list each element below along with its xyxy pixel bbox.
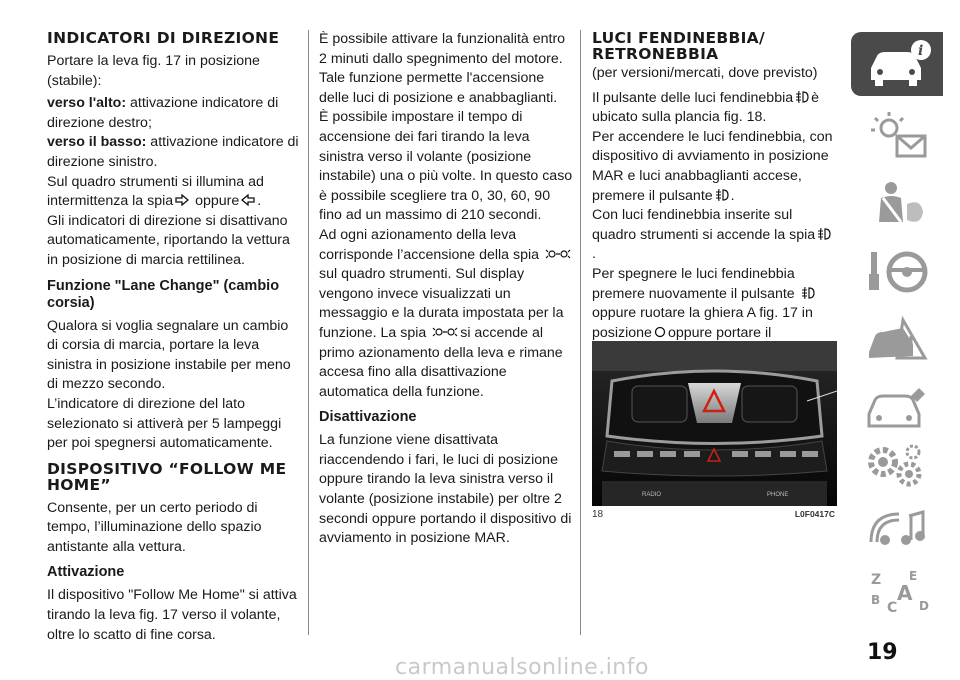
paragraph: Qualora si voglia segnalare un cambio di corsia di marcia, portare la leva sinistra in posizione instabile per meno di mezzo secondo.	[47, 317, 291, 393]
seatbelt-safety-icon	[863, 178, 933, 230]
text: Per spegnere le luci fendinebbia premere nuovamente il pulsante	[592, 265, 795, 302]
warning-light-message-icon	[863, 110, 933, 162]
svg-text:Z: Z	[871, 572, 882, 588]
sidebar-tab-car-info[interactable]	[851, 32, 943, 96]
radio-label: RADIO	[642, 492, 662, 498]
column-2	[319, 30, 573, 552]
sidebar-tab-driving[interactable]	[851, 240, 943, 304]
paragraph: Gli indicatori di direzione si disattivano automaticamente, riportando la vettura in posizione di marcia rettilinea.	[47, 212, 290, 268]
column-1	[47, 30, 299, 648]
paragraph	[592, 206, 837, 265]
position-lights-icon	[432, 326, 458, 338]
gears-icon	[863, 440, 933, 492]
text: attivazione indicatore di direzione destro;	[47, 95, 279, 131]
key-steering-wheel-icon	[863, 246, 933, 298]
fog-light-icon	[817, 228, 831, 240]
text: si accende al primo azionamento della leva e rimane accesa fino alla disattivazione automatica della funzione.	[319, 324, 563, 400]
svg-text:E: E	[909, 569, 918, 583]
arrow-left-icon	[241, 194, 255, 206]
paragraph	[47, 94, 299, 133]
subtitle: (per versioni/mercati, dove previsto)	[592, 65, 818, 81]
paragraph	[592, 128, 837, 206]
text: Per accendere le luci fendinebbia, con dispositivo di avviamento in posizione MAR e luci anabbaglianti accese, premere il pulsante	[592, 128, 833, 204]
svg-text:C: C	[887, 600, 898, 616]
off-position-icon	[654, 326, 666, 338]
alphabet-index-icon	[863, 564, 933, 616]
paragraph: Consente, per un certo periodo di tempo, l’illuminazione dello spazio antistante alla vettura.	[47, 499, 262, 555]
paragraph	[319, 226, 573, 402]
column-divider	[580, 30, 581, 635]
heading-lane-change: Funzione "Lane Change" (cambio corsia)	[47, 277, 280, 311]
arrow-right-icon	[175, 194, 189, 206]
dashboard-photo	[592, 341, 837, 506]
svg-text:i: i	[918, 43, 924, 59]
text: sul quadro strumenti. Sul display vengono invece visualizzati un messaggio e la durata impostata per la funzione. La spia	[319, 266, 564, 341]
sidebar-tab-index[interactable]	[851, 558, 943, 622]
sidebar-tab-technical-data[interactable]	[851, 434, 943, 498]
text: Con luci fendinebbia inserite sul quadro strumenti si accende la spia	[592, 207, 816, 243]
text: Ad ogni azionamento della leva corrisponde l’accensione della spia	[319, 226, 540, 263]
multimedia-icon	[863, 502, 933, 554]
text: .	[730, 187, 735, 204]
bold-label: verso l'alto:	[47, 95, 127, 112]
figure-dashboard-buttons	[592, 341, 837, 506]
figure-number: 18	[592, 509, 604, 520]
phone-label: PHONE	[767, 492, 789, 498]
heading-follow-me-home: DISPOSITIVO “FOLLOW ME HOME”	[47, 459, 287, 494]
text: oppure portare il	[667, 324, 772, 341]
watermark: carmanualsonline.info	[395, 655, 649, 680]
sidebar-tab-emergency[interactable]	[851, 308, 943, 372]
figure-code: L0F0417C	[794, 509, 835, 519]
sidebar-tab-lights-messages[interactable]	[851, 104, 943, 168]
sidebar-tab-maintenance[interactable]	[851, 376, 943, 440]
heading-attivazione: Attivazione	[47, 564, 125, 581]
page-number: 19	[867, 640, 898, 665]
paragraph: Portare la leva fig. 17 in posizione (stabile):	[47, 53, 260, 89]
svg-text:B: B	[871, 593, 881, 607]
car-crash-icon	[863, 314, 933, 366]
column-3	[592, 30, 837, 386]
text: .	[592, 246, 596, 263]
text: è ubicato sulla plancia fig. 18.	[592, 89, 820, 126]
text: oppure	[191, 193, 240, 210]
paragraph: È possibile impostare il tempo di accensione dei fari tirando la leva sinistra verso il volante (posizione instabile) una o più volte. In questo caso è possibile scegliere tra 0, 30, 60, 90 fino ad un massimo di 210 secondi.	[319, 109, 573, 224]
sidebar-tab-multimedia[interactable]	[851, 496, 943, 560]
heading-disattivazione: Disattivazione	[319, 409, 417, 426]
car-service-icon	[863, 382, 933, 434]
column-divider	[308, 30, 309, 635]
paragraph: Il dispositivo "Follow Me Home" si attiva tirando la leva fig. 17 verso il volante, oltre lo scatto di fine corsa.	[47, 587, 297, 643]
position-lights-icon	[545, 248, 571, 260]
paragraph: La funzione viene disattivata riaccendendo i fari, le luci di posizione oppure tirando la leva sinistra verso il volante (posizione instabile) per oltre 2 secondi oppure portando il dispositivo di avviamento in posizione MAR.	[319, 432, 572, 547]
text: Sul quadro strumenti si illumina ad intermittenza la spia	[47, 173, 264, 210]
bold-label: verso il basso:	[47, 134, 147, 151]
text: .	[257, 193, 262, 210]
text: attivazione indicatore di direzione sinistro.	[47, 134, 299, 170]
car-info-icon	[863, 38, 933, 90]
paragraph	[592, 89, 837, 128]
fog-light-icon	[715, 189, 729, 201]
paragraph: L’indicatore di direzione del lato selezionato si attiverà per 5 lampeggi per poi spegnersi automaticamente.	[47, 395, 282, 452]
text: Il pulsante delle luci fendinebbia	[592, 89, 794, 106]
sidebar-tab-safety[interactable]	[851, 172, 943, 236]
svg-text:A: A	[897, 581, 913, 605]
paragraph	[47, 173, 299, 212]
svg-text:D: D	[919, 599, 929, 613]
heading-luci-fendinebbia: LUCI FENDINEBBIA/ RETRONEBBIA	[592, 29, 765, 63]
text: oppure ruotare la ghiera A fig. 17 in posizione	[592, 305, 813, 341]
paragraph: È possibile attivare la funzionalità entro 2 minuti dallo spegnimento del motore. Tale funzione permette l'accensione delle luci di posizione e anabbaglianti.	[319, 31, 566, 106]
paragraph	[47, 133, 299, 172]
fog-light-icon	[795, 91, 809, 103]
heading-indicatori-direzione: INDICATORI DI DIREZIONE	[47, 29, 280, 47]
fog-light-icon	[801, 287, 815, 299]
